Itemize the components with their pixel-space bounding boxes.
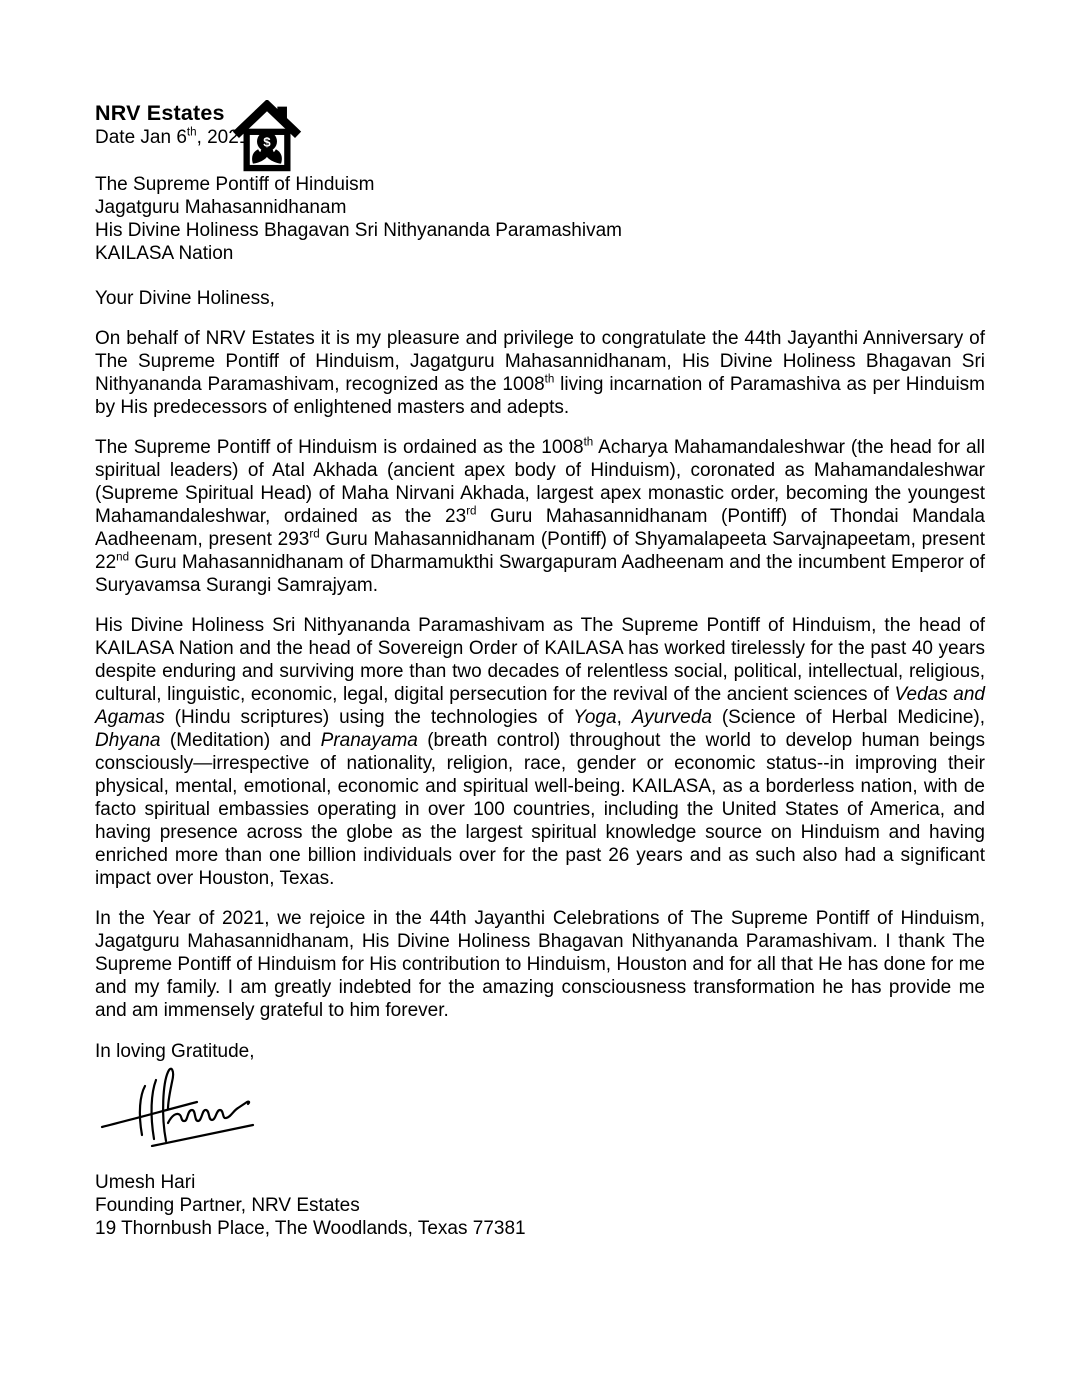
house-dollar-hands-icon bbox=[230, 100, 304, 174]
signer-name: Umesh Hari bbox=[95, 1172, 196, 1193]
letter-date bbox=[95, 126, 985, 149]
closing-line: In loving Gratitude, bbox=[95, 1041, 255, 1062]
dollar-glyph: $ bbox=[263, 134, 271, 150]
body-paragraph-1: On behalf of NRV Estates it is my pleasure and privilege to congratulate the 44th Jayanthi Anniversary of The Supreme Pontiff of Hinduism, Jagatguru Mahasannidhanam, His Divine Holiness Bhagavan Sri Nithyananda Paramashivam, recognized as the 1008th living incarnation of Paramashiva as per Hinduism by His predecessors of enlightened masters and adepts. bbox=[95, 328, 985, 418]
recipient-line-2: Jagatguru Mahasannidhanam bbox=[95, 197, 347, 218]
signer-address: 19 Thornbush Place, The Woodlands, Texas 77381 bbox=[95, 1218, 526, 1239]
recipient-line-3: His Divine Holiness Bhagavan Sri Nithyananda Paramashivam bbox=[95, 220, 622, 241]
handwritten-signature-icon bbox=[100, 1063, 265, 1147]
date-suffix: , 2021 bbox=[196, 127, 250, 148]
body-paragraph-2: The Supreme Pontiff of Hinduism is ordained as the 1008th Acharya Mahamandaleshwar (the head for all spiritual leaders) of Atal Akhada (ancient apex body of Hinduism), coronated as Mahamandaleshwar (Supreme Spiritual Head) of Maha Nirvani Akhada, largest apex monastic order, becoming the youngest Mahamandaleshwar, ordained as the 23rd Guru Mahasannidhanam (Pontiff) of Thondai Mandala Aadheenam, present 293rd Guru Mahasannidhanam (Pontiff) of Shyamalapeeta Sarvajnapeetam, present 22nd Guru Mahasannidhanam of Dharmamukthi Swargapuram Aadheenam and the incumbent Emperor of Suryavamsa Surangi Samrajyam. bbox=[95, 436, 986, 596]
recipient-block bbox=[95, 173, 985, 265]
signature bbox=[100, 1063, 985, 1149]
body-paragraph-4: In the Year of 2021, we rejoice in the 44th Jayanthi Celebrations of The Supreme Pontiff of Hinduism, Jagatguru Mahasannidhanam, His Divine Holiness Bhagavan Nithyananda Paramashivam. I thank The Supreme Pontiff of Hinduism for His contribution to Hinduism, Houston and for all that He has done for me and my family. I am greatly indebted for the amazing consciousness transformation he has provide me and am immensely grateful to him forever. bbox=[95, 908, 985, 1021]
date-prefix: Date Jan 6 bbox=[95, 127, 187, 148]
recipient-line-4: KAILASA Nation bbox=[95, 243, 234, 264]
company-logo bbox=[230, 100, 304, 174]
signer-block bbox=[95, 1171, 985, 1240]
signer-title: Founding Partner, NRV Estates bbox=[95, 1195, 360, 1216]
company-name: NRV Estates bbox=[95, 101, 225, 125]
date-ordinal: th bbox=[186, 126, 197, 139]
body-paragraph-3: His Divine Holiness Sri Nithyananda Paramashivam as The Supreme Pontiff of Hinduism, the head of KAILASA Nation and the head of Sovereign Order of KAILASA has worked tirelessly for the past 40 years despite enduring and surviving more than two decades of relentless social, political, intellectual, religious, cultural, linguistic, economic, legal, digital persecution for the revival of the ancient sciences of Vedas and Agamas (Hindu scriptures) using the technologies of Yoga, Ayurveda (Science of Herbal Medicine), Dhyana (Meditation) and Pranayama (breath control) throughout the world to develop human beings consciously—irrespective of nationality, religion, race, gender or economic status--in improving their physical, mental, emotional, economic and spiritual well-being. KAILASA, as a borderless nation, with de facto spiritual embassies operating in over 100 countries, including the United States of America, and having presence across the globe as the largest spiritual knowledge source on Hinduism and having enriched more than one billion individuals over for the past 26 years and as such also had a significant impact over Houston, Texas. bbox=[95, 615, 986, 889]
salutation: Your Divine Holiness, bbox=[95, 288, 275, 309]
recipient-line-1: The Supreme Pontiff of Hinduism bbox=[95, 174, 375, 195]
letterhead bbox=[95, 100, 985, 149]
